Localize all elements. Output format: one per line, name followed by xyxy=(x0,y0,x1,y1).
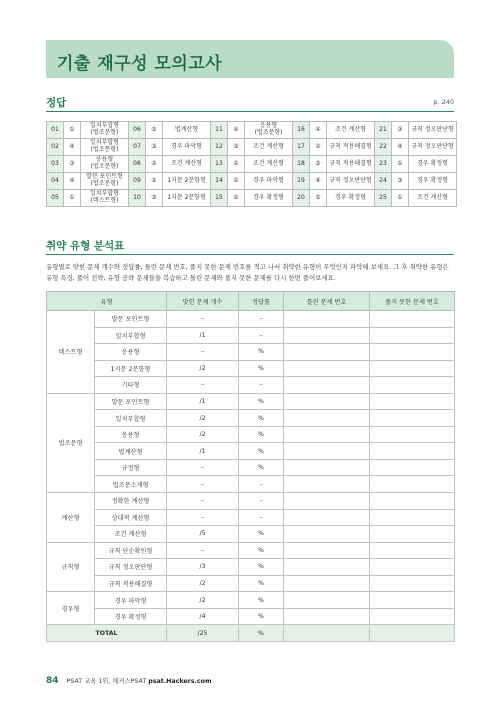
answer-question-type: 일치부합형 (법조문형) xyxy=(81,139,129,156)
answer-question-number: 24 xyxy=(375,173,392,190)
correct-count-cell: – xyxy=(167,542,239,559)
answer-choice: ③ xyxy=(146,139,163,156)
rate-cell: % xyxy=(239,360,284,377)
answer-question-number: 18 xyxy=(293,156,310,173)
analysis-row xyxy=(47,459,455,476)
correct-count-cell: – xyxy=(167,377,239,394)
subtype-cell: 경우 확정형 xyxy=(95,608,167,625)
answer-question-number: 10 xyxy=(129,190,146,207)
unsolved-numbers-cell[interactable] xyxy=(370,542,455,559)
subtype-cell: 규칙 단순확인형 xyxy=(95,542,167,559)
answer-choice: ② xyxy=(146,156,163,173)
analysis-row xyxy=(47,410,455,427)
rate-cell: – xyxy=(239,377,284,394)
unsolved-numbers-cell[interactable] xyxy=(370,608,455,625)
rate-cell: % xyxy=(239,575,284,592)
answer-row xyxy=(47,173,457,190)
total-label: TOTAL xyxy=(47,625,167,642)
analysis-row xyxy=(47,311,455,328)
answer-question-type: 응용형 (법조문형) xyxy=(81,156,129,173)
unsolved-numbers-cell[interactable] xyxy=(370,393,455,410)
analysis-row xyxy=(47,443,455,460)
answer-question-type: 조건 계산형 xyxy=(163,156,211,173)
analysis-row xyxy=(47,360,455,377)
analysis-row xyxy=(47,592,455,609)
answer-question-number: 22 xyxy=(375,139,392,156)
unsolved-numbers-cell[interactable] xyxy=(370,526,455,543)
footer-text: PSAT 교육 1위, 해커스PSAT xyxy=(66,678,147,685)
answer-choice: ② xyxy=(310,139,327,156)
correct-count-cell: – xyxy=(167,311,239,328)
unsolved-numbers-cell[interactable] xyxy=(370,360,455,377)
answer-question-type: 경우 확정형 xyxy=(409,156,457,173)
answer-choice: ② xyxy=(146,173,163,190)
title-banner xyxy=(46,40,454,78)
wrong-numbers-cell[interactable] xyxy=(284,526,370,543)
subtype-cell: 기타형 xyxy=(95,377,167,394)
answer-question-type: 경우 파악형 xyxy=(163,139,211,156)
col-header-wrong-numbers: 틀린 문제 번호 xyxy=(284,292,370,311)
correct-count-cell: – xyxy=(167,459,239,476)
rate-cell: % xyxy=(239,410,284,427)
unsolved-numbers-cell[interactable] xyxy=(370,592,455,609)
col-header-type: 유형 xyxy=(47,292,167,311)
wrong-numbers-cell[interactable] xyxy=(284,459,370,476)
answer-question-number: 02 xyxy=(47,139,64,156)
answer-question-type: 조건 계산형 xyxy=(245,139,293,156)
answer-choice: ④ xyxy=(228,122,245,139)
answer-question-number: 04 xyxy=(47,173,64,190)
answer-question-type: 조건 계산형 xyxy=(409,190,457,207)
correct-count-cell: – xyxy=(167,509,239,526)
answer-question-type: 규칙 정오판단형 xyxy=(409,139,457,156)
col-header-correct-count: 맞힌 문제 개수 xyxy=(167,292,239,311)
analysis-row xyxy=(47,393,455,410)
unsolved-numbers-cell[interactable] xyxy=(370,344,455,361)
correct-count-cell: – xyxy=(167,493,239,510)
answers-page-ref: p. 240 xyxy=(433,98,454,106)
analysis-row xyxy=(47,575,455,592)
answer-choice: ① xyxy=(228,156,245,173)
category-cell: 규칙형 xyxy=(47,542,95,592)
answer-question-type: 규칙 적용해결형 xyxy=(327,156,375,173)
answer-question-number: 01 xyxy=(47,122,64,139)
answer-choice: ⑤ xyxy=(228,190,245,207)
page-footer xyxy=(46,676,212,686)
answer-question-number: 05 xyxy=(47,190,64,207)
answer-question-type: 규칙 정오판단형 xyxy=(327,173,375,190)
rate-cell: % xyxy=(239,526,284,543)
correct-count-cell: – xyxy=(167,344,239,361)
analysis-row xyxy=(47,377,455,394)
subtype-cell: 상대적 계산형 xyxy=(95,509,167,526)
answer-choice: ③ xyxy=(64,156,81,173)
unsolved-numbers-cell[interactable] xyxy=(370,559,455,576)
wrong-numbers-cell[interactable] xyxy=(284,443,370,460)
rate-cell: – xyxy=(239,327,284,344)
correct-count-cell: /1 xyxy=(167,443,239,460)
category-cell: 경우형 xyxy=(47,592,95,625)
unsolved-numbers-cell[interactable] xyxy=(370,426,455,443)
answers-divider xyxy=(46,111,454,112)
subtype-cell: 법계산형 xyxy=(95,443,167,460)
answer-question-type: 응용형 (법조문형) xyxy=(245,122,293,139)
analysis-row xyxy=(47,426,455,443)
answer-question-number: 14 xyxy=(211,173,228,190)
answer-question-type: 일치부합형 (텍스트형) xyxy=(81,190,129,207)
wrong-numbers-cell[interactable] xyxy=(284,327,370,344)
analysis-table xyxy=(46,291,455,642)
analysis-row xyxy=(47,526,455,543)
rate-cell: % xyxy=(239,393,284,410)
wrong-numbers-cell[interactable] xyxy=(284,608,370,625)
wrong-numbers-cell[interactable] xyxy=(284,344,370,361)
rate-cell: – xyxy=(239,311,284,328)
subtype-cell: 발문 포인트형 xyxy=(95,311,167,328)
wrong-numbers-cell[interactable] xyxy=(284,377,370,394)
correct-count-cell: /2 xyxy=(167,410,239,427)
answer-question-number: 07 xyxy=(129,139,146,156)
answer-question-type: 조건 계산형 xyxy=(327,122,375,139)
correct-count-cell: – xyxy=(167,476,239,493)
answer-choice: ① xyxy=(392,156,409,173)
subtype-cell: 응용형 xyxy=(95,426,167,443)
answer-question-type: 발문 포인트형 (법조문형) xyxy=(81,173,129,190)
category-cell: 법조문형 xyxy=(47,393,95,492)
answer-choice: ④ xyxy=(310,173,327,190)
rate-cell: % xyxy=(239,443,284,460)
subtype-cell: 응용형 xyxy=(95,344,167,361)
col-header-unsolved-numbers: 풀지 못한 문제 번호 xyxy=(370,292,455,311)
subtype-cell: 경우 파악형 xyxy=(95,592,167,609)
answer-question-number: 12 xyxy=(211,139,228,156)
analysis-heading: 취약 유형 분석표 xyxy=(46,240,125,252)
analysis-row xyxy=(47,542,455,559)
analysis-row xyxy=(47,344,455,361)
unsolved-numbers-cell[interactable] xyxy=(370,459,455,476)
answers-heading: 정답 xyxy=(46,97,67,109)
answer-question-number: 23 xyxy=(375,156,392,173)
answer-question-type: 1지문 2문항형 xyxy=(163,190,211,207)
unsolved-numbers-cell[interactable] xyxy=(370,443,455,460)
correct-count-cell: /2 xyxy=(167,426,239,443)
answer-question-type: 일치부합형 (법조문형) xyxy=(81,122,129,139)
subtype-cell: 정확한 계산형 xyxy=(95,493,167,510)
rate-cell: % xyxy=(239,608,284,625)
answer-row xyxy=(47,190,457,207)
unsolved-numbers-cell[interactable] xyxy=(370,377,455,394)
answer-choice: ③ xyxy=(392,122,409,139)
analysis-row xyxy=(47,509,455,526)
answer-question-number: 25 xyxy=(375,190,392,207)
correct-count-cell: /1 xyxy=(167,327,239,344)
answer-choice: ④ xyxy=(64,173,81,190)
answer-question-type: 경우 파악형 xyxy=(245,173,293,190)
subtype-cell: 1지문 2문항형 xyxy=(95,360,167,377)
subtype-cell: 규정형 xyxy=(95,459,167,476)
correct-count-cell: /2 xyxy=(167,575,239,592)
answer-question-number: 21 xyxy=(375,122,392,139)
answer-question-type: 조건 계산형 xyxy=(245,156,293,173)
wrong-numbers-cell[interactable] xyxy=(284,476,370,493)
answer-question-type: 1지문 2문항형 xyxy=(163,173,211,190)
answer-row xyxy=(47,122,457,139)
answer-question-number: 08 xyxy=(129,156,146,173)
rate-cell: % xyxy=(239,344,284,361)
answer-table xyxy=(46,121,457,207)
wrong-numbers-cell[interactable] xyxy=(284,393,370,410)
analysis-description: 유형별로 맞힌 문제 개수와 정답률, 틀린 문제 번호, 풀지 못한 문제 번호를 적고 나서 취약한 유형이 무엇인지 파악해 보세요. 그 후 취약한 유형은 유형 특징, 풀이 전략, 유형 공략 문제들을 복습하고 틀린 문제와 풀지 못한 문제를 다시 한번 풀어보세요. xyxy=(46,263,449,282)
wrong-numbers-cell[interactable] xyxy=(284,410,370,427)
total-rate-cell: % xyxy=(239,625,284,642)
answer-question-number: 13 xyxy=(211,156,228,173)
category-cell: 계산형 xyxy=(47,493,95,543)
correct-count-cell: /1 xyxy=(167,393,239,410)
total-row xyxy=(47,625,455,642)
subtype-cell: 규칙 적용해결형 xyxy=(95,575,167,592)
footer-url[interactable]: psat.Hackers.com xyxy=(148,678,212,685)
answer-question-type: 규칙 적용해결형 xyxy=(327,139,375,156)
correct-count-cell: /2 xyxy=(167,592,239,609)
rate-cell: – xyxy=(239,509,284,526)
answer-choice: ⑤ xyxy=(310,190,327,207)
answer-question-type: 경우 확정형 xyxy=(327,190,375,207)
answer-choice: ④ xyxy=(392,139,409,156)
analysis-row xyxy=(47,493,455,510)
category-cell: 텍스트형 xyxy=(47,311,95,394)
answer-question-number: 03 xyxy=(47,156,64,173)
answer-question-type: 법계산형 xyxy=(163,122,211,139)
answer-choice: ① xyxy=(64,122,81,139)
answer-question-number: 11 xyxy=(211,122,228,139)
unsolved-numbers-cell[interactable] xyxy=(370,509,455,526)
answer-choice: ① xyxy=(228,173,245,190)
total-wrong-numbers-cell[interactable] xyxy=(284,625,370,642)
subtype-cell: 일치부합형 xyxy=(95,327,167,344)
answer-question-number: 06 xyxy=(129,122,146,139)
answer-question-type: 경우 확정형 xyxy=(245,190,293,207)
subtype-cell: 일치부합형 xyxy=(95,410,167,427)
unsolved-numbers-cell[interactable] xyxy=(370,575,455,592)
wrong-numbers-cell[interactable] xyxy=(284,493,370,510)
answer-choice: ④ xyxy=(310,122,327,139)
correct-count-cell: /5 xyxy=(167,526,239,543)
answer-question-number: 19 xyxy=(293,173,310,190)
analysis-row xyxy=(47,476,455,493)
correct-count-cell: /4 xyxy=(167,608,239,625)
wrong-numbers-cell[interactable] xyxy=(284,360,370,377)
answer-choice: ③ xyxy=(392,173,409,190)
rate-cell: – xyxy=(239,476,284,493)
analysis-header-row xyxy=(47,292,455,311)
subtype-cell: 발문 포인트형 xyxy=(95,393,167,410)
page-title: 기출 재구성 모의고사 xyxy=(57,54,223,74)
answer-row xyxy=(47,139,457,156)
answer-question-number: 20 xyxy=(293,190,310,207)
answer-question-number: 09 xyxy=(129,173,146,190)
unsolved-numbers-cell[interactable] xyxy=(370,410,455,427)
analysis-divider xyxy=(46,254,454,255)
wrong-numbers-cell[interactable] xyxy=(284,559,370,576)
analysis-row xyxy=(47,608,455,625)
analysis-row xyxy=(47,327,455,344)
unsolved-numbers-cell[interactable] xyxy=(370,311,455,328)
answer-choice: ⑤ xyxy=(146,122,163,139)
correct-count-cell: /3 xyxy=(167,559,239,576)
answer-question-type: 경우 확정형 xyxy=(409,173,457,190)
wrong-numbers-cell[interactable] xyxy=(284,426,370,443)
rate-cell: % xyxy=(239,542,284,559)
answer-row xyxy=(47,156,457,173)
answer-choice: ① xyxy=(392,190,409,207)
answer-choice: ③ xyxy=(146,190,163,207)
page-number: 84 xyxy=(46,676,59,686)
answer-choice: ④ xyxy=(64,139,81,156)
unsolved-numbers-cell[interactable] xyxy=(370,476,455,493)
rate-cell: % xyxy=(239,559,284,576)
rate-cell: % xyxy=(239,592,284,609)
analysis-row xyxy=(47,559,455,576)
unsolved-numbers-cell[interactable] xyxy=(370,493,455,510)
wrong-numbers-cell[interactable] xyxy=(284,311,370,328)
total-unsolved-numbers-cell[interactable] xyxy=(370,625,455,642)
total-count-cell: /25 xyxy=(167,625,239,642)
rate-cell: % xyxy=(239,459,284,476)
subtype-cell: 규칙 정오판단형 xyxy=(95,559,167,576)
col-header-rate: 정답률 xyxy=(239,292,284,311)
answer-choice: ③ xyxy=(310,156,327,173)
answer-question-number: 15 xyxy=(211,190,228,207)
wrong-numbers-cell[interactable] xyxy=(284,592,370,609)
wrong-numbers-cell[interactable] xyxy=(284,575,370,592)
answer-choice: ③ xyxy=(228,139,245,156)
rate-cell: – xyxy=(239,493,284,510)
answer-question-type: 규칙 정오판단형 xyxy=(409,122,457,139)
subtype-cell: 조건 계산형 xyxy=(95,526,167,543)
wrong-numbers-cell[interactable] xyxy=(284,542,370,559)
subtype-cell: 법조문소재형 xyxy=(95,476,167,493)
wrong-numbers-cell[interactable] xyxy=(284,509,370,526)
answer-question-number: 17 xyxy=(293,139,310,156)
correct-count-cell: /2 xyxy=(167,360,239,377)
unsolved-numbers-cell[interactable] xyxy=(370,327,455,344)
answer-choice: ① xyxy=(64,190,81,207)
answer-question-number: 16 xyxy=(293,122,310,139)
rate-cell: % xyxy=(239,426,284,443)
